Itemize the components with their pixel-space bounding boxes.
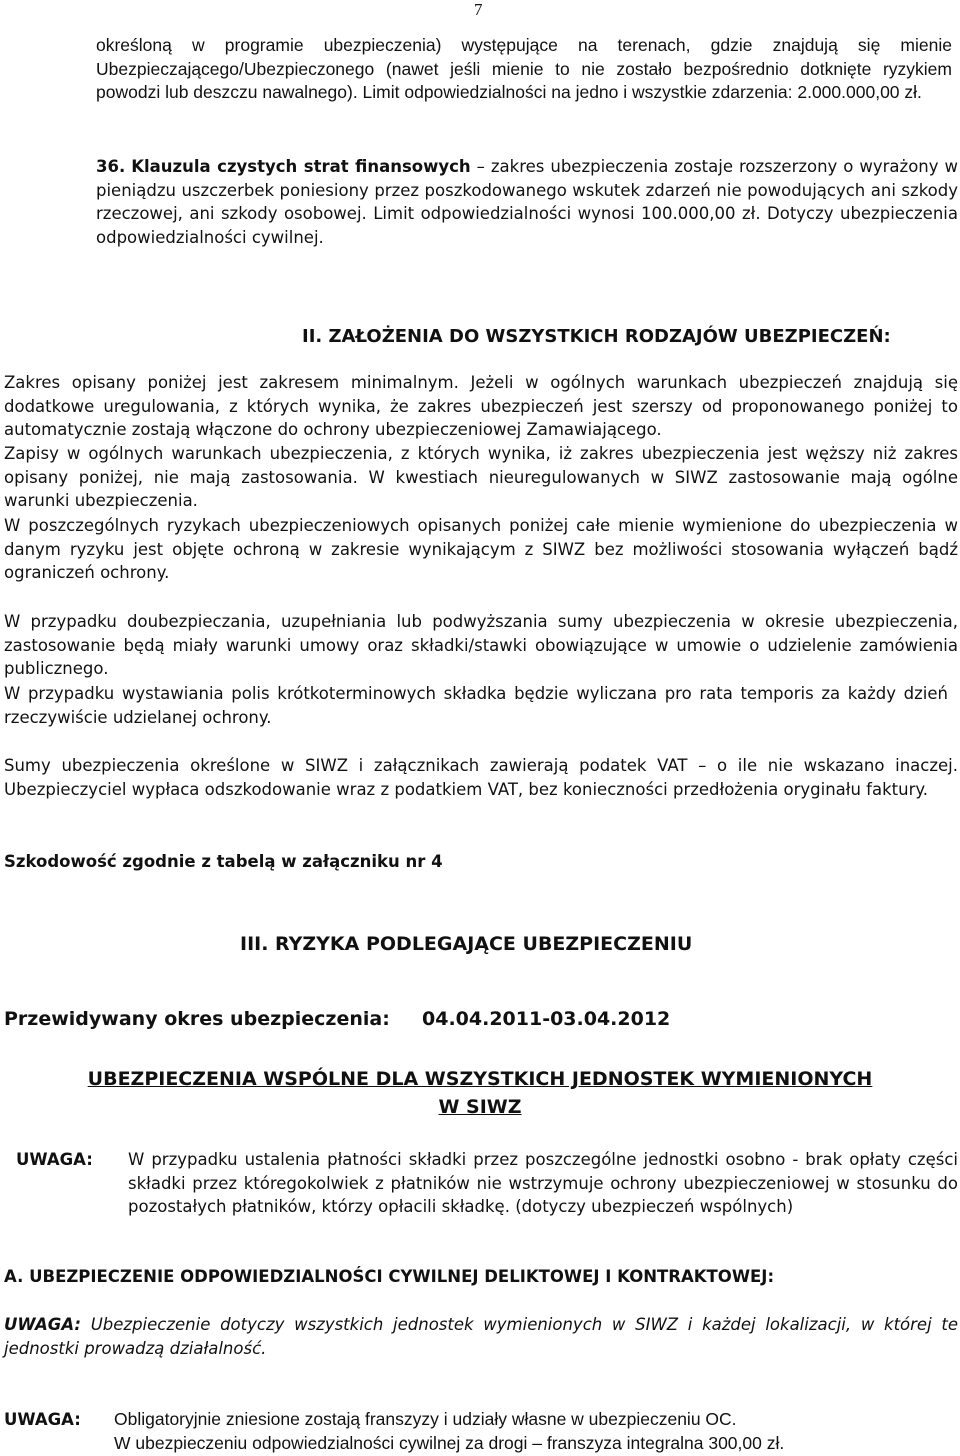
intro-paragraph: określoną w programie ubezpieczenia) występujące na terenach, gdzie znajdują się mienie Ubezpieczającego/Ubezpieczonego (nawet jeśli mienie to nie zostało bezpośrednio dotknięte ryzykiem powodzi lub deszczu nawalnego). Limit odpowiedzialności na jedno i wszystkie zdarzenia: 2.000.000,00 zł.: [96, 35, 952, 102]
insurance-period-value: 04.04.2011-03.04.2012: [422, 1008, 671, 1030]
section-2-loss-ratio-note: Szkodowość zgodnie z tabelą w załączniku nr 4: [4, 852, 443, 871]
section-2-paragraph-4: W przypadku doubezpieczania, uzupełniania lub podwyższania sumy ubezpieczenia w okresie ubezpieczenia, zastosowanie będą miały warunki umowy oraz składki/stawki obowiązujące w umowie o udzielenie zamówienia publicznego.: [4, 612, 958, 678]
section-2-paragraph-2: Zapisy w ogólnych warunkach ubezpieczenia, z których wynika, iż zakres ubezpieczenia jest węższy niż zakres opisany poniżej, nie mają zastosowania. W kwestiach nieuregulowanych w SIWZ zastosowanie mają ogólne warunki ubezpieczenia.: [4, 444, 958, 510]
section-a-note-2-line-1: Obligatoryjnie zniesione zostają franszyzy i udziały własne w ubezpieczeniu OC.: [114, 1409, 737, 1429]
section-2-heading: II. ZAŁOŻENIA DO WSZYSTKICH RODZAJÓW UBEZPIECZEŃ:: [302, 326, 891, 347]
common-insurance-heading-line-2: W SIWZ: [438, 1096, 522, 1118]
section-a-note-1-label: UWAGA:: [4, 1315, 81, 1334]
section-a-heading: A. UBEZPIECZENIE ODPOWIEDZIALNOŚCI CYWILNEJ DELIKTOWEJ I KONTRAKTOWEJ:: [4, 1267, 775, 1286]
clause-36-text: – zakres ubezpieczenia zostaje rozszerzony o wyrażony w pieniądzu uszczerbek poniesiony przez poszkodowanego wskutek zdarzeń nie powodujących ani szkody rzeczowej, ani szkody osobowej. Limit odpowiedzialności wynosi 100.000,00 zł. Dotyczy ubezpieczenia odpowiedzialności cywilnej.: [96, 157, 958, 247]
payment-note-label: UWAGA:: [16, 1150, 93, 1169]
section-3-heading: III. RYZYKA PODLEGAJĄCE UBEZPIECZENIU: [240, 933, 693, 955]
clause-36-title: Klauzula czystych strat finansowych: [131, 157, 471, 176]
section-2-paragraph-5: W przypadku wystawiania polis krótkoterminowych składka będzie wyliczana pro rata temporis za każdy dzień rzeczywiście udzielanej ochrony.: [4, 684, 948, 727]
clause-36: [96, 155, 958, 249]
payment-note: [16, 1148, 958, 1219]
section-2-paragraph-1: Zakres opisany poniżej jest zakresem minimalnym. Jeżeli w ogólnych warunkach ubezpieczeń znajdują się dodatkowe uregulowania, z których wynika, że zakres ubezpieczeń jest szerszy od proponowanego poniżej to automatycznie zostają włączone do ochrony ubezpieczeniowej Zamawiającego.: [4, 373, 958, 439]
section-a-note-1: [4, 1313, 958, 1360]
insurance-period-label: Przewidywany okres ubezpieczenia:: [4, 1008, 390, 1030]
section-2-paragraph-3: W poszczególnych ryzykach ubezpieczeniowych opisanych poniżej całe mienie wymienione do ubezpieczenia w danym ryzyku jest objęte ochroną w zakresie wynikającym z SIWZ bez możliwości stosowania wyłączeń bądź ograniczeń ochrony.: [4, 516, 958, 582]
common-insurance-heading-line-1: UBEZPIECZENIA WSPÓLNE DLA WSZYSTKICH JEDNOSTEK WYMIENIONYCH: [87, 1068, 873, 1090]
clause-36-number: 36.: [96, 157, 126, 176]
section-a-note-2-label: UWAGA:: [4, 1410, 81, 1429]
section-2-paragraph-6: Sumy ubezpieczenia określone w SIWZ i załącznikach zawierają podatek VAT – o ile nie wskazano inaczej. Ubezpieczyciel wypłaca odszkodowanie wraz z podatkiem VAT, bez konieczności przedłożenia oryginału faktury.: [4, 756, 958, 799]
page-number: 7: [474, 0, 483, 19]
section-a-note-2-line-2: W ubezpieczeniu odpowiedzialności cywilnej za drogi – franszyza integralna 300,00 zł.: [114, 1433, 785, 1453]
section-a-note-1-text: Ubezpieczenie dotyczy wszystkich jednostek wymienionych w SIWZ i każdej lokalizacji, w której te jednostki prowadzą działalność.: [4, 1315, 958, 1358]
payment-note-text: W przypadku ustalenia płatności składki przez poszczególne jednostki osobno - brak opłaty części składki przez któregokolwiek z płatników nie wstrzymuje ochrony ubezpieczeniowej w stosunku do pozostałych płatników, którzy opłacili składkę. (dotyczy ubezpieczeń wspólnych): [128, 1150, 958, 1216]
